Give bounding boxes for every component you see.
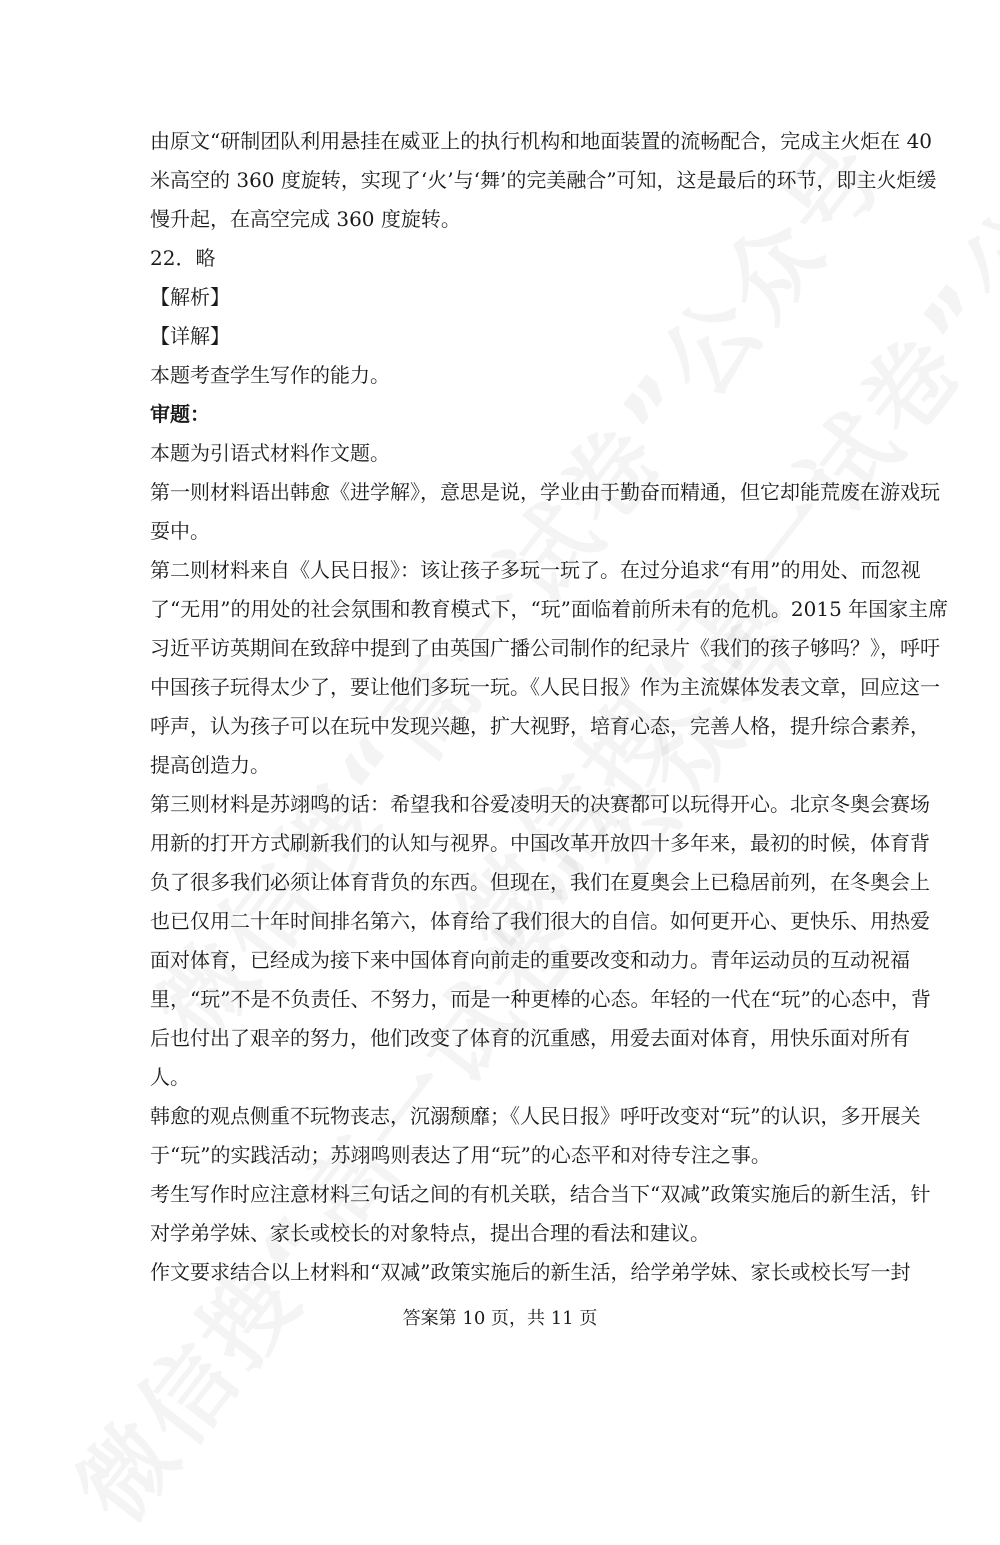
text-line: 第一则材料语出韩愈《进学解》，意思是说，学业由于勤奋而精通，但它却能荒废在游戏玩 bbox=[150, 480, 940, 504]
text-line: 中国孩子玩得太少了，要让他们多玩一玩。《人民日报》作为主流媒体发表文章，回应这一 bbox=[150, 675, 940, 699]
text-line: 慢升起，在高空完成 360 度旋转。 bbox=[150, 207, 461, 231]
text-line: 对学弟学妹、家长或校长的对象特点，提出合理的看法和建议。 bbox=[150, 1221, 710, 1245]
answer-body bbox=[150, 122, 949, 1292]
text-line: 米高空的 360 度旋转，实现了‘火’与‘舞’的完美融合”可知，这是最后的环节，即主火炬缓 bbox=[150, 168, 937, 192]
text-line: 作文要求结合以上材料和“双减”政策实施后的新生活，给学弟学妹、家长或校长写一封 bbox=[150, 1260, 911, 1284]
heading-review: 审题： bbox=[150, 402, 210, 426]
text-line: 习近平访英期间在致辞中提到了由英国广播公司制作的纪录片《我们的孩子够吗？》，呼吁 bbox=[150, 636, 940, 660]
text-line: 人。 bbox=[150, 1065, 190, 1089]
page-footer: 答案第 10 页，共 11 页 bbox=[402, 1308, 598, 1329]
text-line: 第二则材料来自《人民日报》：该让孩子多玩一玩了。在过分追求“有用”的用处、而忽视 bbox=[150, 558, 921, 582]
text-line: 用新的打开方式刷新我们的认知与视界。中国改革开放四十多年来，最初的时候，体育背 bbox=[150, 831, 930, 855]
text-line: 于“玩”的实践活动；苏翊鸣则表达了用“玩”的心态平和对待专注之事。 bbox=[150, 1143, 771, 1167]
text-line: 也已仅用二十年时间排名第六，体育给了我们很大的自信。如何更开心、更快乐、用热爱 bbox=[150, 909, 930, 933]
text-line: 后也付出了艰辛的努力，他们改变了体育的沉重感，用爱去面对体育，用快乐面对所有 bbox=[150, 1026, 910, 1050]
question-number: 22．略 bbox=[150, 246, 216, 270]
section-label-analysis: 【解析】 bbox=[150, 285, 230, 309]
text-line: 本题为引语式材料作文题。 bbox=[150, 441, 390, 465]
text-line: 负了很多我们必须让体育背负的东西。但现在，我们在夏奥会上已稳居前列，在冬奥会上 bbox=[150, 870, 930, 894]
text-line: 考生写作时应注意材料三句话之间的有机关联，结合当下“双减”政策实施后的新生活，针 bbox=[150, 1182, 931, 1206]
text-line: 提高创造力。 bbox=[150, 753, 270, 777]
text-line: 由原文“研制团队利用悬挂在威亚上的执行机构和地面装置的流畅配合，完成主火炬在 40 bbox=[150, 129, 933, 153]
section-label-detail: 【详解】 bbox=[150, 324, 230, 348]
text-line: 里，“玩”不是不负责任、不努力，而是一种更棒的心态。年轻的一代在“玩”的心态中，背 bbox=[150, 987, 931, 1011]
text-line: 了“无用”的用处的社会氛围和教育模式下，“玩”面临着前所未有的危机。2015 年国家主席 bbox=[150, 597, 949, 621]
text-line: 呼声，认为孩子可以在玩中发现兴趣，扩大视野，培育心态，完善人格，提升综合素养， bbox=[150, 714, 930, 738]
text-line: 本题考查学生写作的能力。 bbox=[150, 363, 390, 387]
text-line: 韩愈的观点侧重不玩物丧志，沉溺颓靡；《人民日报》呼吁改变对“玩”的认识，多开展关 bbox=[150, 1104, 921, 1128]
text-line: 第三则材料是苏翊鸣的话：希望我和谷爱凌明天的决赛都可以玩得开心。北京冬奥会赛场 bbox=[150, 792, 930, 816]
text-line: 耍中。 bbox=[150, 519, 210, 543]
text-line: 面对体育，已经成为接下来中国体育向前走的重要改变和动力。青年运动员的互动祝福 bbox=[150, 948, 910, 972]
